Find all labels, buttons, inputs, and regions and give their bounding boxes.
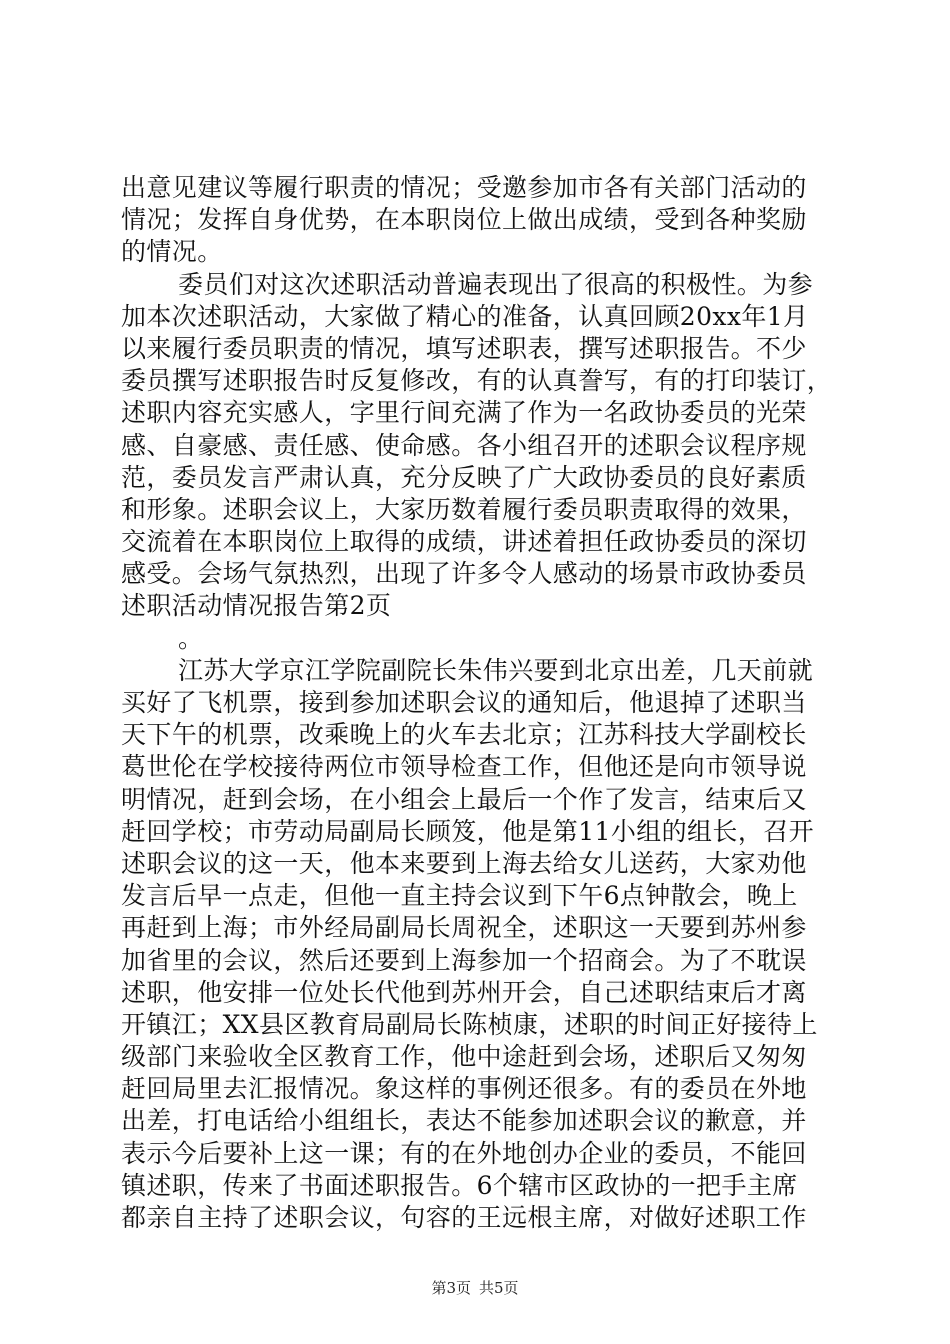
text-line: 以来履行委员职责的情况，填写述职表，撰写述职报告。不少 xyxy=(121,333,807,363)
document-body xyxy=(121,172,833,1234)
text-line: 赶回局里去汇报情况。象这样的事例还很多。有的委员在外地 xyxy=(121,1074,807,1104)
text-line: 发言后早一点走，但他一直主持会议到下午6点钟散会，晚上 xyxy=(121,881,798,911)
text-line: 情况；发挥自身优势，在本职岗位上做出成绩，受到各种奖励 xyxy=(121,205,807,235)
text-line: 述职内容充实感人，字里行间充满了作为一名政协委员的光荣 xyxy=(121,398,807,428)
text-line: 葛世伦在学校接待两位市领导检查工作，但他还是向市领导说 xyxy=(121,752,807,782)
text-line: 感、自豪感、责任感、使命感。各小组召开的述职会议程序规 xyxy=(121,430,807,460)
text-line: 级部门来验收全区教育工作，他中途赶到会场，述职后又匆匆 xyxy=(121,1042,807,1072)
text-line: 都亲自主持了述职会议，句容的王远根主席，对做好述职工作 xyxy=(121,1203,807,1232)
text-line: 出意见建议等履行职责的情况；受邀参加市各有关部门活动的 xyxy=(121,173,807,202)
page-footer xyxy=(0,1278,950,1298)
text-line: 述职，他安排一位处长代他到苏州开会，自己述职结束后才离 xyxy=(121,977,807,1007)
text-line: 述职活动情况报告第2页 xyxy=(121,591,392,621)
text-line: 委员撰写述职报告时反复修改，有的认真誊写，有的打印装订， xyxy=(121,366,833,396)
text-line: 感受。会场气氛热烈，出现了许多令人感动的场景市政协委员 xyxy=(121,559,807,589)
text-line: 交流着在本职岗位上取得的成绩，讲述着担任政协委员的深切 xyxy=(121,527,807,557)
text-line: 。 xyxy=(178,623,204,653)
text-line: 加本次述职活动，大家做了精心的准备，认真回顾20xx年1月 xyxy=(121,301,809,331)
text-line: 出差，打电话给小组组长，表达不能参加述职会议的歉意，并 xyxy=(121,1106,807,1136)
text-line: 表示今后要补上这一课；有的在外地创办企业的委员，不能回 xyxy=(121,1138,807,1168)
page-total: 共5页 xyxy=(479,1279,519,1297)
text-line: 开镇江；XX县区教育局副局长陈桢康，述职的时间正好接待上 xyxy=(121,1009,818,1039)
text-line: 镇述职，传来了书面述职报告。6个辖市区政协的一把手主席 xyxy=(121,1170,798,1200)
text-line: 再赶到上海；市外经局副局长周祝全，述职这一天要到苏州参 xyxy=(121,913,807,943)
paragraph-first-line: 江苏大学京江学院副院长朱伟兴要到北京出差，几天前就 xyxy=(178,655,814,685)
text-line: 的情况。 xyxy=(121,237,223,267)
text-line: 天下午的机票，改乘晚上的火车去北京；江苏科技大学副校长 xyxy=(121,720,807,750)
paragraph-first-line: 委员们对这次述职活动普遍表现出了很高的积极性。为参 xyxy=(178,269,814,299)
text-line: 赶回学校；市劳动局副局长顾笈，他是第11小组的组长，召开 xyxy=(121,816,815,846)
text-line: 和形象。述职会议上，大家历数着履行委员职责取得的效果， xyxy=(121,494,807,524)
text-line: 买好了飞机票，接到参加述职会议的通知后，他退掉了述职当 xyxy=(121,688,807,717)
text-line: 述职会议的这一天，他本来要到上海去给女儿送药，大家劝他 xyxy=(121,848,807,878)
text-line: 范，委员发言严肃认真，充分反映了广大政协委员的良好素质 xyxy=(121,462,807,492)
text-line: 明情况，赶到会场，在小组会上最后一个作了发言，结束后又 xyxy=(121,784,807,814)
page-number: 第3页 xyxy=(431,1279,471,1297)
text-line: 加省里的会议，然后还要到上海参加一个招商会。为了不耽误 xyxy=(121,945,807,975)
